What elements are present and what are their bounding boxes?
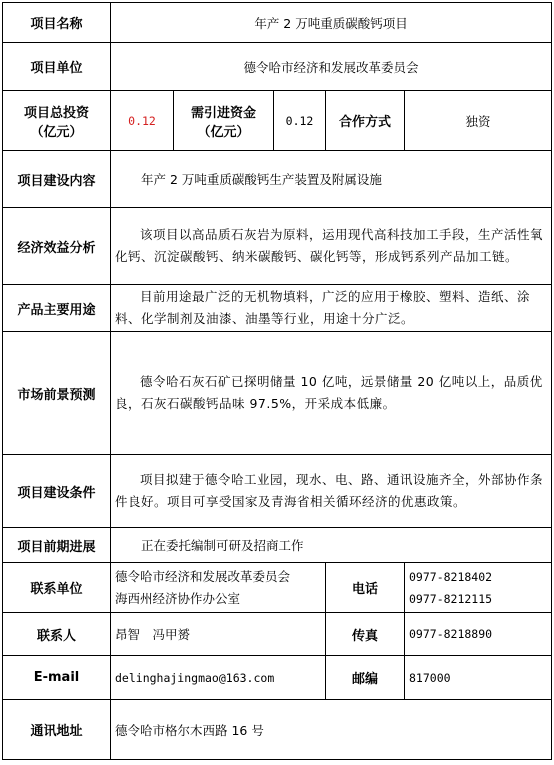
project-unit-label: 项目单位 bbox=[3, 43, 111, 91]
email-label: E-mail bbox=[3, 656, 111, 700]
row-contact-person bbox=[3, 613, 552, 656]
foreign-investment-value: 0.12 bbox=[274, 91, 326, 151]
project-name-label: 项目名称 bbox=[3, 3, 111, 43]
contact-unit-value bbox=[111, 563, 326, 613]
zip-label: 邮编 bbox=[326, 656, 405, 700]
zip-value: 817000 bbox=[405, 656, 552, 700]
market-outlook-value: 德令哈石灰石矿已探明储量 10 亿吨，远景储量 20 亿吨以上，品质优良，石灰石碳酸钙品味 97.5%，开采成本低廉。 bbox=[111, 332, 552, 455]
row-investment bbox=[3, 91, 552, 151]
row-email bbox=[3, 656, 552, 700]
row-economic-benefit bbox=[3, 208, 552, 285]
cooperation-value: 独资 bbox=[405, 91, 552, 151]
foreign-investment-label-line2: （亿元） bbox=[197, 124, 250, 140]
row-product-usage bbox=[3, 285, 552, 332]
row-preliminary-progress bbox=[3, 528, 552, 563]
contact-unit-line2: 海西州经济协作办公室 bbox=[115, 590, 241, 606]
row-construction-conditions bbox=[3, 455, 552, 528]
contact-person-value: 昂智 冯甲赟 bbox=[111, 613, 326, 656]
project-info-table bbox=[2, 2, 552, 760]
row-project-name bbox=[3, 3, 552, 43]
construction-content-label: 项目建设内容 bbox=[3, 151, 111, 208]
project-unit-value: 德令哈市经济和发展改革委员会 bbox=[111, 43, 552, 91]
fax-label: 传真 bbox=[326, 613, 405, 656]
preliminary-progress-value: 正在委托编制可研及招商工作 bbox=[111, 528, 552, 563]
project-name-value: 年产 2 万吨重质碳酸钙项目 bbox=[111, 3, 552, 43]
product-usage-label: 产品主要用途 bbox=[3, 285, 111, 332]
total-investment-label-line2: （亿元） bbox=[30, 124, 83, 140]
market-outlook-label: 市场前景预测 bbox=[3, 332, 111, 455]
economic-benefit-value: 该项目以高品质石灰岩为原料，运用现代高科技加工手段，生产活性氧化钙、沉淀碳酸钙、纳米碳酸钙、碳化钙等，形成钙系列产品加工链。 bbox=[111, 208, 552, 285]
foreign-investment-label-line1: 需引进资金 bbox=[190, 105, 256, 121]
contact-unit-line1: 德令哈市经济和发展改革委员会 bbox=[115, 568, 291, 584]
phone-value bbox=[405, 563, 552, 613]
address-label: 通讯地址 bbox=[3, 700, 111, 760]
contact-person-label: 联系人 bbox=[3, 613, 111, 656]
product-usage-value: 目前用途最广泛的无机物填料，广泛的应用于橡胶、塑料、造纸、涂料、化学制剂及油漆、油墨等行业，用途十分广泛。 bbox=[111, 285, 552, 332]
total-investment-label-line1: 项目总投资 bbox=[23, 105, 89, 121]
address-value: 德令哈市格尔木西路 16 号 bbox=[111, 700, 552, 760]
construction-content-value: 年产 2 万吨重质碳酸钙生产装置及附属设施 bbox=[111, 151, 552, 208]
row-contact-unit bbox=[3, 563, 552, 613]
contact-unit-label: 联系单位 bbox=[3, 563, 111, 613]
row-address bbox=[3, 700, 552, 760]
total-investment-label bbox=[3, 91, 111, 151]
row-construction-content bbox=[3, 151, 552, 208]
construction-conditions-label: 项目建设条件 bbox=[3, 455, 111, 528]
email-value: delinghajingmao@163.com bbox=[111, 656, 326, 700]
fax-value: 0977-8218890 bbox=[405, 613, 552, 656]
phone-label: 电话 bbox=[326, 563, 405, 613]
total-investment-value: 0.12 bbox=[111, 91, 174, 151]
phone-value-2: 0977-8212115 bbox=[409, 591, 493, 606]
economic-benefit-label: 经济效益分析 bbox=[3, 208, 111, 285]
preliminary-progress-label: 项目前期进展 bbox=[3, 528, 111, 563]
row-project-unit bbox=[3, 43, 552, 91]
phone-value-1: 0977-8218402 bbox=[409, 569, 493, 584]
row-market-outlook bbox=[3, 332, 552, 455]
cooperation-label: 合作方式 bbox=[326, 91, 405, 151]
construction-conditions-value: 项目拟建于德令哈工业园，现水、电、路、通讯设施齐全，外部协作条件良好。项目可享受国家及青海省相关循环经济的优惠政策。 bbox=[111, 455, 552, 528]
foreign-investment-label bbox=[174, 91, 274, 151]
